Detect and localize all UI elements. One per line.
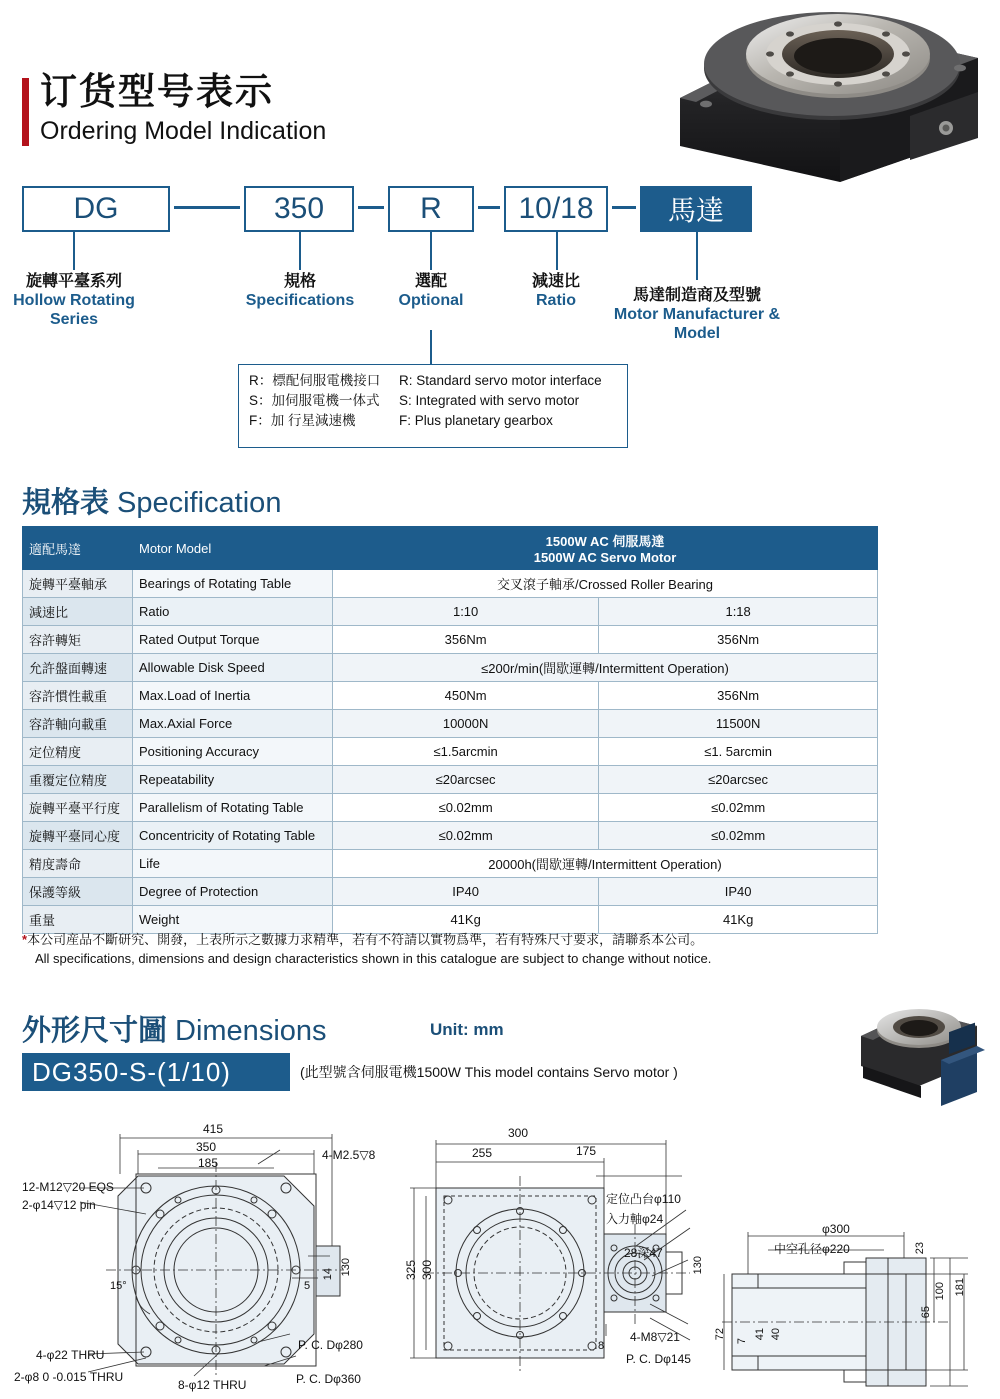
dim-72: 72 xyxy=(714,1328,726,1341)
caption-motor: 馬達制造商及型號 Motor Manufacturer & Model xyxy=(613,287,781,342)
specification-table xyxy=(22,526,878,934)
caption-optional: 選配 Optional xyxy=(398,273,464,309)
label-pcd280: P. C. Dφ280 xyxy=(298,1338,363,1352)
product-photo-with-motor xyxy=(845,1000,995,1115)
table-row: 容許軸向載重 Max.Axial Force 10000N 11500N xyxy=(23,710,878,738)
dim-255: 255 xyxy=(472,1146,493,1160)
dim-14: 14 xyxy=(322,1268,334,1281)
dim-325: 325 xyxy=(404,1260,418,1281)
model-box-series: DG xyxy=(22,186,170,232)
optional-legend-row: S：加伺服電機一体式 S: Integrated with servo motor xyxy=(249,393,580,408)
dim-7: 7 xyxy=(736,1338,748,1345)
model-box-spec: 350 xyxy=(244,186,354,232)
caption-specifications: 規格 Specifications xyxy=(245,273,355,309)
specification-heading: 規格表 Specification xyxy=(22,487,282,519)
caption-series: 旋轉平臺系列 Hollow Rotating Series xyxy=(13,273,135,328)
header-cell-cn: 適配馬達 xyxy=(23,527,133,570)
dim-350: 350 xyxy=(196,1140,217,1154)
dim-175: 175 xyxy=(576,1144,597,1158)
label-2-phi8-thru: 2-φ8 0 -0.015 THRU xyxy=(14,1370,124,1384)
dim-65: 65 xyxy=(920,1306,932,1319)
dim-5: 5 xyxy=(304,1280,311,1292)
table-row: 重覆定位精度 Repeatability ≤20arcsec ≤20arcsec xyxy=(23,766,878,794)
unit-label: Unit: mm xyxy=(430,1020,504,1039)
header-cell-motor: 1500W AC 伺服馬達 1500W AC Servo Motor xyxy=(333,527,878,570)
product-photo-rotary-table xyxy=(660,6,990,184)
table-row: 容許慣性載重 Max.Load of Inertia 450Nm 356Nm xyxy=(23,682,878,710)
model-box-ratio: 10/18 xyxy=(504,186,608,232)
dim-40: 40 xyxy=(770,1328,782,1341)
label-2-phi14: 2-φ14▽12 pin xyxy=(22,1198,96,1212)
dim-8: 8 xyxy=(598,1340,605,1352)
dim-130: 130 xyxy=(340,1258,352,1277)
dimensions-heading: 外形尺寸圖 Dimensions xyxy=(22,1015,327,1047)
title-chinese: 订货型号表示 xyxy=(40,71,274,112)
table-header-row xyxy=(23,527,878,570)
optional-legend-box xyxy=(238,364,628,448)
table-row: 旋轉平臺同心度 Concentricity of Rotating Table ≤0.02mm ≤0.02mm xyxy=(23,822,878,850)
asterisk-icon: * xyxy=(22,932,28,947)
label-28-deep-47: 28深47 xyxy=(624,1246,663,1260)
dimension-model-note: (此型號含伺服電機1500W This model contains Servo motor ) xyxy=(300,1064,678,1080)
caption-ratio: 減速比 Ratio xyxy=(531,273,580,309)
label-hollow-bore: 中空孔径φ220 xyxy=(774,1242,850,1256)
dim-185: 185 xyxy=(198,1156,219,1170)
model-box-motor: 馬達 xyxy=(640,186,752,232)
label-locating-boss: 定位凸台φ110 xyxy=(606,1192,681,1206)
title-english: Ordering Model Indication xyxy=(40,117,327,145)
dim-23: 23 xyxy=(914,1242,926,1255)
table-row: 減速比 Ratio 1:10 1:18 xyxy=(23,598,878,626)
disclaimer-note: *本公司産品不斷研究、開發，上表所示之數據力求精準，若有不符請以實物爲準，若有特殊尺寸要求，請聯系本公司。 All specifications, dimensions and design characteristics shown in this catalogue are subject to change without notice. xyxy=(22,932,712,966)
header-cell-en: Motor Model xyxy=(133,527,333,570)
title-accent-bar xyxy=(22,78,29,146)
label-4-m8: 4-M8▽21 xyxy=(630,1330,680,1344)
dim-100: 100 xyxy=(934,1282,946,1301)
dim-130b: 130 xyxy=(692,1256,704,1275)
table-row: 定位精度 Positioning Accuracy ≤1.5arcmin ≤1. 5arcmin xyxy=(23,738,878,766)
model-box-optional: R xyxy=(388,186,474,232)
dim-300: 300 xyxy=(508,1126,529,1140)
table-row: 精度壽命 Life 20000h(間歇運轉/Intermittent Operation) xyxy=(23,850,878,878)
page-title xyxy=(22,70,326,146)
table-row: 容許轉矩 Rated Output Torque 356Nm 356Nm xyxy=(23,626,878,654)
label-pcd360: P. C. Dφ360 xyxy=(296,1372,361,1386)
table-row: 旋轉平臺平行度 Parallelism of Rotating Table ≤0.02mm ≤0.02mm xyxy=(23,794,878,822)
dim-300b: 300 xyxy=(420,1260,434,1281)
label-phi300: φ300 xyxy=(822,1222,850,1236)
dim-181: 181 xyxy=(954,1278,966,1297)
dimension-model-bar: DG350-S-(1/10) xyxy=(22,1053,290,1091)
table-row: 重量 Weight 41Kg 41Kg xyxy=(23,906,878,934)
dim-415: 415 xyxy=(203,1122,224,1136)
table-row: 允許盤面轉速 Allowable Disk Speed ≤200r/min(間歇運轉/Intermittent Operation) xyxy=(23,654,878,682)
drawing-right-section-view xyxy=(714,1218,988,1394)
optional-legend-row: R：標配伺服電機接口 R: Standard servo motor interface xyxy=(249,373,602,388)
optional-legend-row: F：加 行星減速機 F: Plus planetary gearbox xyxy=(249,413,553,428)
table-row: 保護等級 Degree of Protection IP40 IP40 xyxy=(23,878,878,906)
label-4-phi22-thru: 4-φ22 THRU xyxy=(36,1348,105,1362)
table-row: 旋轉平臺軸承 Bearings of Rotating Table 交叉滾子軸承/Crossed Roller Bearing xyxy=(23,570,878,598)
dim-41: 41 xyxy=(754,1328,766,1341)
label-input-shaft: 入力軸φ24 xyxy=(606,1212,664,1226)
model-code-row xyxy=(22,186,822,232)
label-pcd145: P. C. Dφ145 xyxy=(626,1352,691,1366)
label-4-m25: 4-M2.5▽8 xyxy=(322,1148,376,1162)
label-8-phi12-thru: 8-φ12 THRU xyxy=(178,1378,247,1392)
label-12-m12: 12-M12▽20 EQS xyxy=(22,1180,114,1194)
dim-angle: 15° xyxy=(110,1280,127,1292)
